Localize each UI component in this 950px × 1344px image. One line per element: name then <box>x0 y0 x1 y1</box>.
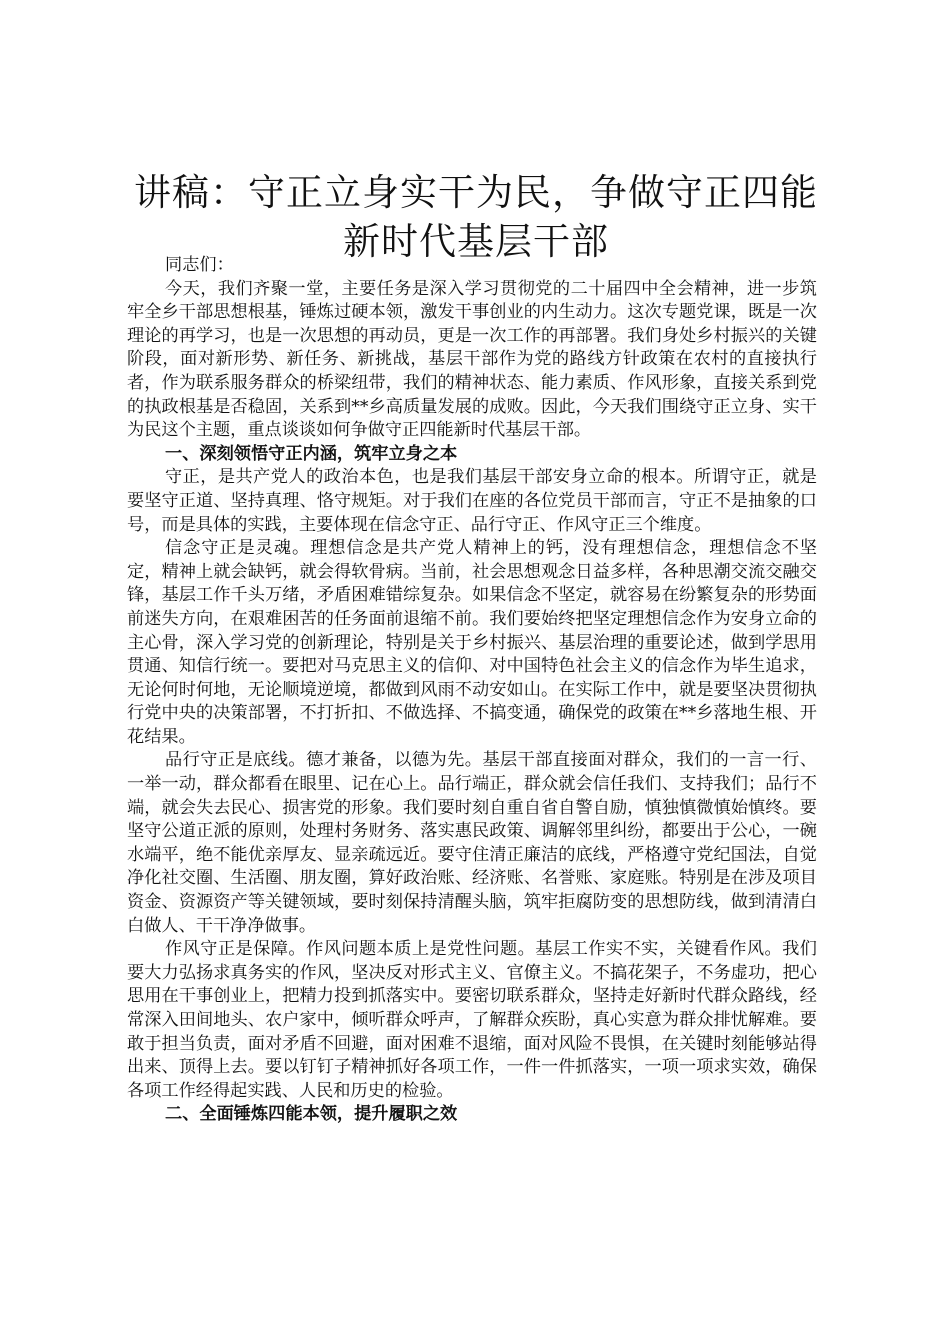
paragraph-pinxing: 品行守正是底线。德才兼备，以德为先。基层干部直接面对群众，我们的一言一行、一举一动，群众都看在眼里、记在心上。品行端正，群众就会信任我们、支持我们；品行不端，就会失去民心、损害党的形象。我们要时刻自重自省自警自励，慎独慎微慎始慎终。要坚守公道正派的原则，处理村务财务、落实惠民政策、调解邻里纠纷，都要出于公心，一碗水端平，绝不能优亲厚友、显亲疏远近。要守住清正廉洁的底线，严格遵守党纪国法，自觉净化社交圈、生活圈、朋友圈，算好政治账、经济账、名誉账、家庭账。特别是在涉及项目资金、资源资产等关键领域，要时刻保持清醒头脑，筑牢拒腐防变的思想防线，做到清清白白做人、干干净净做事。 <box>127 750 817 936</box>
paragraph-zuofeng: 作风守正是保障。作风问题本质上是党性问题。基层工作实不实，关键看作风。我们要大力弘扬求真务实的作风，坚决反对形式主义、官僚主义。不搞花架子，不务虚功，把心思用在干事创业上，把精力投到抓落实中。要密切联系群众，坚持走好新时代群众路线，经常深入田间地头、农户家中，倾听群众呼声，了解群众疾盼，真心实意为群众排忧解难。要敢于担当负责，面对矛盾不回避，面对困难不退缩，面对风险不畏惧，在关键时刻能够站得出来、顶得上去。要以钉钉子精神抓好各项工作，一件一件抓落实，一项一项求实效，确保各项工作经得起实践、人民和历史的检验。 <box>127 939 817 1101</box>
paragraph-shouzheng: 守正，是共产党人的政治本色，也是我们基层干部安身立命的根本。所谓守正，就是要坚守正道、坚持真理、恪守规矩。对于我们在座的各位党员干部而言，守正不是抽象的口号，而是具体的实践，主要体现在信念守正、品行守正、作风守正三个维度。 <box>127 467 817 535</box>
section-heading-2: 二、全面锤炼四能本领，提升履职之效 <box>165 1104 458 1125</box>
document-body <box>127 254 817 1127</box>
salutation: 同志们： <box>165 255 234 275</box>
paragraph-xinnian: 信念守正是灵魂。理想信念是共产党人精神上的钙，没有理想信念，理想信念不坚定，精神上就会缺钙，就会得软骨病。当前，社会思想观念日益多样，各种思潮交流交融交锋，基层工作千头万绪，矛盾困难错综复杂。如果信念不坚定，就容易在纷繁复杂的形势面前迷失方向，在艰难困苦的任务面前退缩不前。我们要始终把坚定理想信念作为安身立命的主心骨，深入学习党的创新理论，特别是关于乡村振兴、基层治理的重要论述，做到学思用贯通、知信行统一。要把对马克思主义的信仰、对中国特色社会主义的信念作为毕生追求，无论何时何地，无论顺境逆境，都做到风雨不动安如山。在实际工作中，就是要坚决贯彻执行党中央的决策部署，不打折扣、不做选择、不搞变通，确保党的政策在**乡落地生根、开花结果。 <box>127 538 817 747</box>
intro-paragraph: 今天，我们齐聚一堂，主要任务是深入学习贯彻党的二十届四中全会精神，进一步筑牢全乡干部思想根基，锤炼过硬本领，激发干事创业的内生动力。这次专题党课，既是一次理论的再学习，也是一次思想的再动员，更是一次工作的再部署。我们身处乡村振兴的关键阶段，面对新形势、新任务、新挑战，基层干部作为党的路线方针政策在农村的直接执行者，作为联系服务群众的桥梁纽带，我们的精神状态、能力素质、作风形象，直接关系到党的执政根基是否稳固，关系到**乡高质量发展的成败。因此，今天我们围绕守正立身、实干为民这个主题，重点谈谈如何争做守正四能新时代基层干部。 <box>127 278 817 441</box>
document-title: 讲稿：守正立身实干为民，争做守正四能新时代基层干部 <box>134 171 818 263</box>
section-heading-1: 一、深刻领悟守正内涵，筑牢立身之本 <box>165 443 458 464</box>
